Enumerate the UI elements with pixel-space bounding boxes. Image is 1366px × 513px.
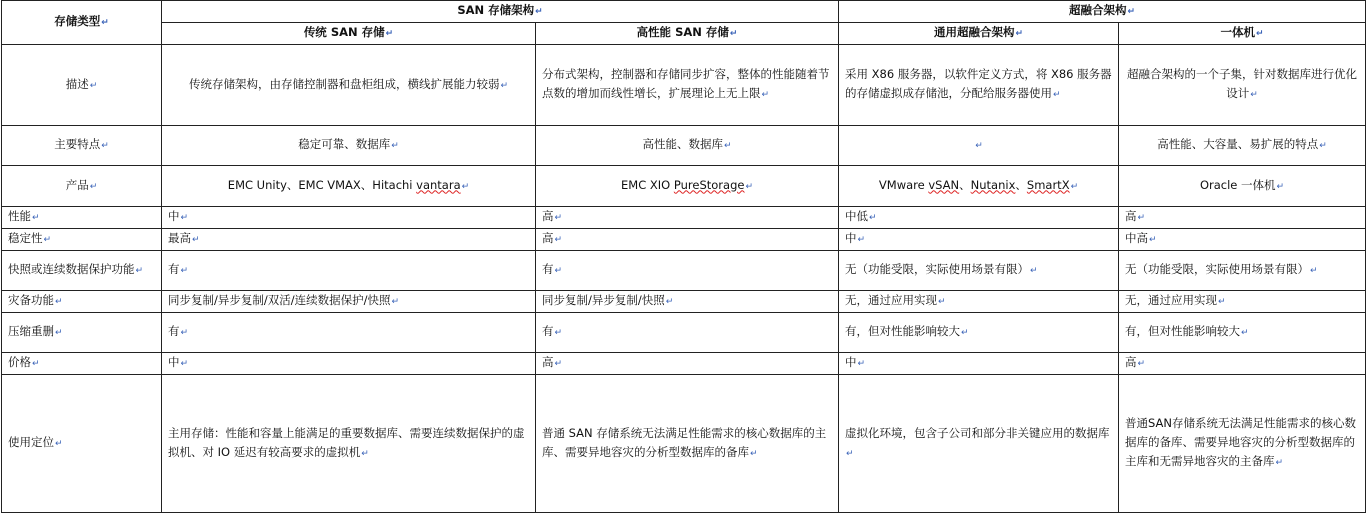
- table-cell: 有↵: [536, 313, 839, 353]
- table-cell: 高↵: [536, 229, 839, 251]
- table-cell: 中↵: [839, 229, 1119, 251]
- table-cell: 中↵: [839, 353, 1119, 375]
- table-cell: EMC Unity、EMC VMAX、Hitachi vantara↵: [162, 166, 536, 207]
- table-cell: 采用 X86 服务器，以软件定义方式，将 X86 服务器的存储虚拟成存储池，分配给服务器使用↵: [839, 45, 1119, 126]
- table-cell: 分布式架构，控制器和存储同步扩容，整体的性能随着节点数的增加而线性增长，扩展理论上无上限↵: [536, 45, 839, 126]
- storage-comparison-table: [1, 0, 1366, 513]
- table-cell: 高↵: [536, 207, 839, 229]
- table-cell: 中高↵: [1119, 229, 1366, 251]
- storage-type-header: 存储类型↵: [2, 1, 162, 45]
- table-cell: 同步复制/异步复制/双活/连续数据保护/快照↵: [162, 291, 536, 313]
- san-group-header: SAN 存储架构↵: [162, 1, 839, 23]
- table-cell: 无（功能受限，实际使用场景有限）↵: [1119, 251, 1366, 291]
- row-label: 使用定位↵: [2, 375, 162, 513]
- table-cell: 主用存储：性能和容量上能满足的重要数据库、需要连续数据保护的虚拟机、对 IO 延迟有较高要求的虚拟机↵: [162, 375, 536, 513]
- header-row-2: [2, 23, 1366, 45]
- table-cell: EMC XIO PureStorage↵: [536, 166, 839, 207]
- table-cell: 普通SAN存储系统无法满足性能需求的核心数据库的备库、需要异地容灾的分析型数据库的主库和无需异地容灾的主备库↵: [1119, 375, 1366, 513]
- row-disaster-recovery: [2, 291, 1366, 313]
- row-label: 产品↵: [2, 166, 162, 207]
- row-label: 描述↵: [2, 45, 162, 126]
- table-cell: 无（功能受限，实际使用场景有限）↵: [839, 251, 1119, 291]
- table-cell: 超融合架构的一个子集，针对数据库进行优化设计↵: [1119, 45, 1366, 126]
- table-cell: 有↵: [162, 251, 536, 291]
- table-cell: 同步复制/异步复制/快照↵: [536, 291, 839, 313]
- table-cell: 中↵: [162, 353, 536, 375]
- row-label: 快照或连续数据保护功能↵: [2, 251, 162, 291]
- header-row-1: [2, 1, 1366, 23]
- col-header-traditional-san: 传统 SAN 存储↵: [162, 23, 536, 45]
- table-cell: 有↵: [536, 251, 839, 291]
- hci-group-header: 超融合架构↵: [839, 1, 1366, 23]
- table-cell: 高↵: [1119, 353, 1366, 375]
- table-cell: 高↵: [536, 353, 839, 375]
- row-price: [2, 353, 1366, 375]
- row-label: 压缩重删↵: [2, 313, 162, 353]
- row-label: 性能↵: [2, 207, 162, 229]
- table-cell: 传统存储架构，由存储控制器和盘柜组成，横线扩展能力较弱↵: [162, 45, 536, 126]
- row-snapshot: [2, 251, 1366, 291]
- table-cell: 中↵: [162, 207, 536, 229]
- table-cell: 中低↵: [839, 207, 1119, 229]
- row-dedup: [2, 313, 1366, 353]
- table-cell: 高性能、大容量、易扩展的特点↵: [1119, 126, 1366, 166]
- table-cell: 无，通过应用实现↵: [839, 291, 1119, 313]
- table-cell: 普通 SAN 存储系统无法满足性能需求的核心数据库的主库、需要异地容灾的分析型数据库的备库↵: [536, 375, 839, 513]
- row-label: 灾备功能↵: [2, 291, 162, 313]
- col-header-appliance: 一体机↵: [1119, 23, 1366, 45]
- table-cell: 有，但对性能影响较大↵: [839, 313, 1119, 353]
- row-usage: [2, 375, 1366, 513]
- row-features: [2, 126, 1366, 166]
- row-products: [2, 166, 1366, 207]
- table-cell: 最高↵: [162, 229, 536, 251]
- table-cell: 高性能、数据库↵: [536, 126, 839, 166]
- row-stability: [2, 229, 1366, 251]
- row-label: 稳定性↵: [2, 229, 162, 251]
- row-label: 主要特点↵: [2, 126, 162, 166]
- table-cell: 有↵: [162, 313, 536, 353]
- table-cell: 高↵: [1119, 207, 1366, 229]
- table-cell: 无，通过应用实现↵: [1119, 291, 1366, 313]
- table-cell: Oracle 一体机↵: [1119, 166, 1366, 207]
- table-cell: 稳定可靠、数据库↵: [162, 126, 536, 166]
- table-cell: VMware vSAN、Nutanix、SmartX↵: [839, 166, 1119, 207]
- col-header-high-perf-san: 高性能 SAN 存储↵: [536, 23, 839, 45]
- row-label: 价格↵: [2, 353, 162, 375]
- table-cell: ↵: [839, 126, 1119, 166]
- row-description: [2, 45, 1366, 126]
- table-cell: 虚拟化环境，包含子公司和部分非关键应用的数据库↵: [839, 375, 1119, 513]
- row-performance: [2, 207, 1366, 229]
- table-cell: 有，但对性能影响较大↵: [1119, 313, 1366, 353]
- col-header-general-hci: 通用超融合架构↵: [839, 23, 1119, 45]
